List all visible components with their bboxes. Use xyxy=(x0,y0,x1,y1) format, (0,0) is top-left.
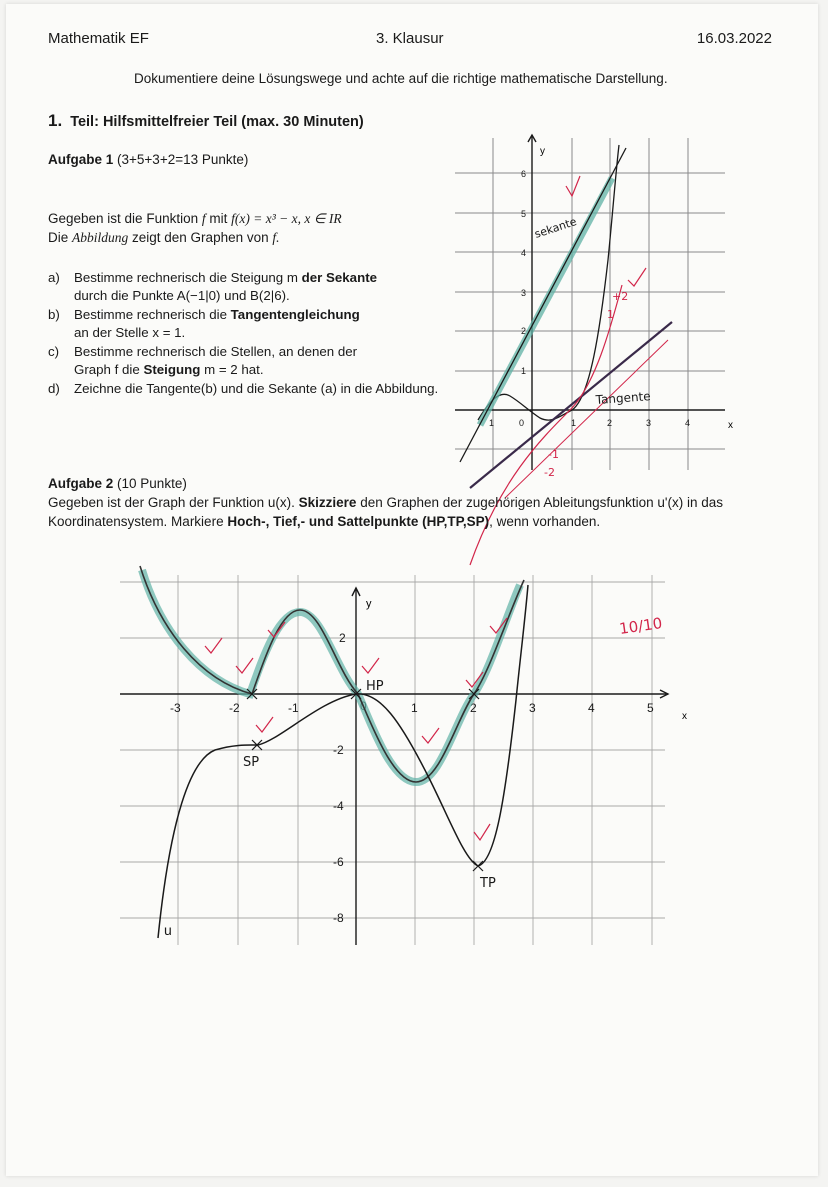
grade: 10/10 xyxy=(618,614,664,638)
subtask-a xyxy=(48,269,458,304)
graph2-x-tick: 2 xyxy=(470,701,477,715)
given-text: mit xyxy=(205,211,232,226)
graph2-x-label: x xyxy=(682,711,687,722)
given-formula: f(x) = x³ − x, x ∈ IR xyxy=(231,211,342,226)
given-f: f. xyxy=(272,230,280,245)
subtask-text: durch die Punkte A(−1|0) und B(2|6). xyxy=(74,287,290,303)
graph2-x-tick: 4 xyxy=(588,701,595,715)
given-text: zeigt den Graphen von xyxy=(128,230,273,245)
task2-bold: Hoch-, Tief,- und Sattelpunkte (HP,TP,SP) xyxy=(227,514,490,529)
graph2-y-tick: -6 xyxy=(333,855,344,869)
task1-heading xyxy=(48,152,248,167)
exam-date: 16.03.2022 xyxy=(696,30,772,47)
graph1-y-tick: 2 xyxy=(521,326,527,336)
subtask-bold: Tangentengleichung xyxy=(230,307,360,322)
graph1-tangent-label: Tangente xyxy=(595,389,652,407)
task2-text: den Graphen der zugehörigen Ableitungsfunktion u'(x) in das Koordinatensystem. Markiere xyxy=(48,495,724,529)
graph2-x-tick: -2 xyxy=(229,701,240,715)
task1-title: Aufgabe 1 xyxy=(48,152,114,167)
subtask-text: m = 2 hat. xyxy=(200,361,264,377)
graph2-curve-label: u xyxy=(164,922,172,938)
given-text: Die xyxy=(48,230,73,245)
subtask-label: b) xyxy=(48,307,60,322)
given-f: f xyxy=(201,211,206,226)
graph2-x-tick: -3 xyxy=(170,701,181,715)
subtask-label: d) xyxy=(48,381,60,396)
subtask-label: c) xyxy=(48,344,60,359)
graph1-x-label: x xyxy=(728,420,733,431)
graph1-y-label: y xyxy=(540,146,545,157)
graph2-x-tick: 3 xyxy=(529,701,536,715)
graph1-x-tick: 1 xyxy=(571,418,577,428)
given-text: Gegeben ist die Funktion xyxy=(48,211,202,226)
subtask-b xyxy=(48,306,458,341)
task2-text: , wenn vorhanden. xyxy=(489,514,601,529)
graph2-label-sp: SP xyxy=(243,755,260,770)
graph1-tangent xyxy=(470,322,672,488)
task2-text: Gegeben ist der Graph der Funktion u(x). xyxy=(48,495,299,510)
graph1-y-tick: 3 xyxy=(521,288,527,298)
graph2-origin-label: 0 xyxy=(360,699,367,713)
subtask-text: an der Stelle x = 1. xyxy=(74,324,186,340)
graph1-x-tick: 3 xyxy=(646,418,652,428)
graph2-y-label: y xyxy=(366,598,372,610)
graph1-y-tick: 5 xyxy=(521,209,527,219)
graph2-label-tp: TP xyxy=(480,876,496,891)
task2-points: (10 Punkte) xyxy=(117,476,187,491)
task2-bold: Skizziere xyxy=(298,495,357,510)
graph1-y-tick: 4 xyxy=(521,248,527,258)
graph1-x-tick: 0 xyxy=(519,418,525,428)
course-title: Mathematik EF xyxy=(48,30,149,47)
graph1-annot: +2 xyxy=(612,290,629,303)
graph2-x-tick: 1 xyxy=(411,701,418,715)
graph2-y-tick: 2 xyxy=(339,631,346,645)
graph2-y-tick: -2 xyxy=(333,743,344,757)
graph1-x-tick: 4 xyxy=(685,418,691,428)
subtask-text: Graph f die xyxy=(74,361,144,377)
graph2-x-tick: 5 xyxy=(647,701,654,715)
part1-number: 1. xyxy=(48,111,63,130)
subtask-d xyxy=(48,380,458,398)
part1-heading xyxy=(48,111,364,131)
graph1-y-tick: 6 xyxy=(521,169,527,179)
graph1-annot: 1 xyxy=(607,308,614,321)
subtask-text: Bestimme rechnerisch die Stellen, an denen der xyxy=(74,344,358,359)
graph1-annot: -2 xyxy=(544,466,555,479)
subtask-text: Bestimme rechnerisch die Steigung m xyxy=(74,270,302,285)
graph2-figure xyxy=(100,560,740,960)
graph1-annot: -1 xyxy=(548,448,559,461)
graph2-label-hp: HP xyxy=(366,679,384,694)
subtask-text: Zeichne die Tangente(b) und die Sekante (a) in die Abbildung. xyxy=(74,381,439,396)
graph1-secant-label: sekante xyxy=(532,215,579,241)
graph1-curve-f xyxy=(478,145,619,420)
exam-title: 3. Klausur xyxy=(376,30,444,47)
graph1-x-tick: 1 xyxy=(489,418,495,428)
subtask-c xyxy=(48,343,458,378)
subtask-label: a) xyxy=(48,270,60,285)
subtask-bold: der Sekante xyxy=(301,270,378,285)
graph2-x-tick: -1 xyxy=(288,701,299,715)
given-abbildung: Abbildung xyxy=(72,230,129,245)
task2-title: Aufgabe 2 xyxy=(48,476,114,491)
graph2-y-tick: -8 xyxy=(333,911,344,925)
graph2-y-tick: -4 xyxy=(333,799,344,813)
task1-points: (3+5+3+2=13 Punkte) xyxy=(117,152,249,167)
part1-title: Teil: Hilfsmittelfreier Teil (max. 30 Minuten) xyxy=(70,114,364,130)
task1-given xyxy=(48,209,342,247)
graph1-y-tick: 1 xyxy=(521,366,527,376)
graph1-x-tick: 2 xyxy=(607,418,613,428)
instructions: Dokumentiere deine Lösungswege und achte auf die richtige mathematische Darstellung. xyxy=(134,71,668,86)
subtask-bold: Steigung xyxy=(143,361,201,377)
task1-subtasks xyxy=(48,269,458,400)
task2-block xyxy=(48,474,768,531)
subtask-text: Bestimme rechnerisch die xyxy=(74,307,231,322)
graph1-secant xyxy=(460,148,629,462)
